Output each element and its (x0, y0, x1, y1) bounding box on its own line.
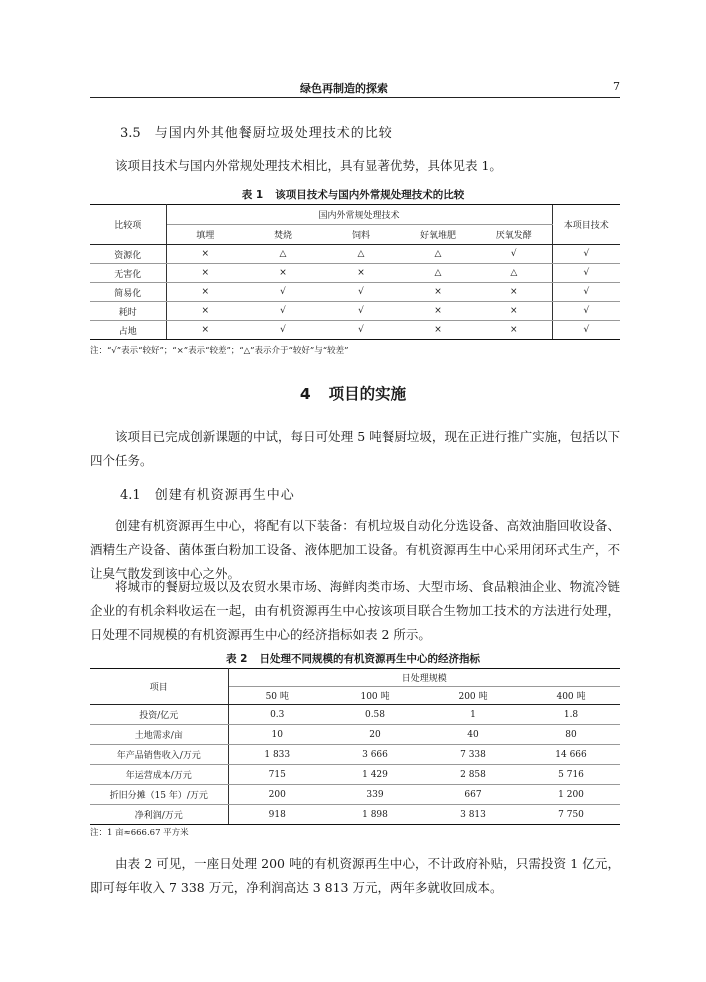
header-rule (90, 97, 620, 98)
section-title: 与国内外其他餐厨垃圾处理技术的比较 (154, 126, 393, 141)
table2-cell: 0.3 (228, 705, 326, 725)
table1-cell: × (166, 283, 244, 302)
table2-cell: 1 898 (326, 805, 424, 825)
table1-row-label: 无害化 (90, 264, 166, 283)
page-number: 7 (613, 80, 620, 93)
table-row (90, 283, 620, 302)
table1-cell: √ (552, 245, 620, 264)
table-row (90, 765, 620, 785)
table-row (90, 805, 620, 825)
table1-cell: × (322, 264, 400, 283)
table2-cell: 918 (228, 805, 326, 825)
table1-method-header: 焚烧 (244, 225, 322, 245)
table-row (90, 745, 620, 765)
table2-row-label: 投资/亿元 (90, 705, 228, 725)
table2-cell: 2 858 (424, 765, 522, 785)
table2-scale-header: 50 吨 (228, 687, 326, 705)
table2-row-label: 年运营成本/万元 (90, 765, 228, 785)
table2-header-group: 日处理规模 (228, 669, 620, 687)
table1-cell: × (244, 264, 322, 283)
table1-method-header: 填埋 (166, 225, 244, 245)
section-number: 4.1 (120, 488, 141, 503)
table-row (90, 785, 620, 805)
table-row (90, 245, 620, 264)
table2-cell: 3 813 (424, 805, 522, 825)
table1-cell: √ (244, 302, 322, 321)
table2-row-label: 折旧分摊（15 年）/万元 (90, 785, 228, 805)
table2-cell: 20 (326, 725, 424, 745)
table2-caption-text: 日处理不同规模的有机资源再生中心的经济指标 (259, 653, 480, 665)
chapter-heading-4 (0, 382, 706, 404)
table2-cell: 1.8 (522, 705, 620, 725)
table2-scale-header: 100 吨 (326, 687, 424, 705)
table2-scale-header: 200 吨 (424, 687, 522, 705)
table2-row-label: 净利润/万元 (90, 805, 228, 825)
table1-cell: × (400, 302, 476, 321)
header-title: 绿色再制造的探索 (300, 82, 388, 95)
table1-caption (0, 187, 706, 202)
table2-scale-header: 400 吨 (522, 687, 620, 705)
table1-cell: √ (552, 283, 620, 302)
table-row (90, 302, 620, 321)
table1-caption-number: 表 1 (241, 189, 264, 201)
table2-cell: 715 (228, 765, 326, 785)
table2-cell: 1 (424, 705, 522, 725)
table2-cell: 10 (228, 725, 326, 745)
table1-cell: √ (322, 283, 400, 302)
table-row (90, 264, 620, 283)
table1-header-group: 国内外常规处理技术 (166, 205, 552, 225)
table2-note: 注：1 亩≈666.67 平方米 (90, 828, 189, 838)
table2-caption (0, 651, 706, 666)
table1-cell: △ (400, 264, 476, 283)
table2-row-label: 年产品销售收入/万元 (90, 745, 228, 765)
table1-method-header: 饲料 (322, 225, 400, 245)
table-row (90, 705, 620, 725)
table1-cell: × (400, 283, 476, 302)
table1-cell: √ (552, 321, 620, 340)
table1-cell: × (476, 302, 552, 321)
chapter-title: 项目的实施 (328, 385, 407, 403)
table2-cell: 339 (326, 785, 424, 805)
table1-cell: × (166, 245, 244, 264)
table1-row-label: 耗时 (90, 302, 166, 321)
table1-cell: √ (552, 302, 620, 321)
table1-row-label: 简易化 (90, 283, 166, 302)
table1-cell: √ (244, 283, 322, 302)
table2-cell: 1 833 (228, 745, 326, 765)
paragraph-conclusion: 由表 2 可见，一座日处理 200 吨的有机资源再生中心，不计政府补贴，只需投资 1 亿元，即可每年收入 7 338 万元，净利润高达 3 813 万元，两年多就收回成本。 (90, 856, 620, 895)
table1-cell: × (166, 264, 244, 283)
table2-row-label: 土地需求/亩 (90, 725, 228, 745)
economics-table (90, 668, 620, 825)
table1-method-header: 厌氧发酵 (476, 225, 552, 245)
table1-cell: √ (322, 321, 400, 340)
table1-note: 注：“√”表示“较好”；“×”表示“较差”；“△”表示介于“较好”与“较差” (90, 346, 349, 356)
comparison-table (90, 204, 620, 340)
table2-cell: 7 338 (424, 745, 522, 765)
table1-cell: √ (322, 302, 400, 321)
table1-header-item: 比较项 (90, 205, 166, 245)
paragraph-equipment: 创建有机资源再生中心，将配有以下装备：有机垃圾自动化分选设备、高效油脂回收设备、酒精生产设备、菌体蛋白粉加工设备、液体肥加工设备。有机资源再生中心采用闭环式生产，不让臭气散发到该中心之外。 (90, 518, 620, 581)
table-row (90, 321, 620, 340)
table1-cell: × (400, 321, 476, 340)
table2-header-item: 项目 (90, 669, 228, 705)
table2-cell: 1 200 (522, 785, 620, 805)
table2-cell: 5 716 (522, 765, 620, 785)
table2-cell: 14 666 (522, 745, 620, 765)
table1-cell: △ (476, 264, 552, 283)
table2-cell: 7 750 (522, 805, 620, 825)
section-heading-4-1 (120, 484, 295, 503)
running-header (90, 78, 620, 96)
table1-method-header: 好氧堆肥 (400, 225, 476, 245)
table1-cell: × (476, 321, 552, 340)
table1-cell: × (166, 302, 244, 321)
section-number: 3.5 (120, 126, 141, 141)
table1-cell: △ (244, 245, 322, 264)
table1-row-label: 占地 (90, 321, 166, 340)
table2-cell: 80 (522, 725, 620, 745)
table1-cell: √ (552, 264, 620, 283)
table1-caption-text: 该项目技术与国内外常规处理技术的比较 (275, 189, 465, 201)
table2-caption-number: 表 2 (226, 653, 248, 665)
paragraph-intro: 该项目技术与国内外常规处理技术相比，具有显著优势，具体见表 1。 (115, 158, 502, 173)
table2-cell: 667 (424, 785, 522, 805)
table1-row-label: 资源化 (90, 245, 166, 264)
table1-cell: × (476, 283, 552, 302)
section-heading-3-5 (120, 122, 393, 141)
paragraph-project-status: 该项目已完成创新课题的中试，每日可处理 5 吨餐厨垃圾，现在正进行推广实施，包括以下四个任务。 (90, 429, 620, 468)
table2-cell: 1 429 (326, 765, 424, 785)
table1-cell: √ (476, 245, 552, 264)
chapter-number: 4 (299, 385, 311, 403)
table-row (90, 725, 620, 745)
section-title: 创建有机资源再生中心 (154, 488, 295, 503)
table1-cell: △ (400, 245, 476, 264)
paragraph-processing: 将城市的餐厨垃圾以及农贸水果市场、海鲜肉类市场、大型市场、食品粮油企业、物流冷链企业的有机余料收运在一起，由有机资源再生中心按该项目联合生物加工技术的方法进行处理，日处理不同规模的有机资源再生中心的经济指标如表 2 所示。 (90, 579, 620, 642)
table2-cell: 3 666 (326, 745, 424, 765)
table2-cell: 0.58 (326, 705, 424, 725)
table2-cell: 200 (228, 785, 326, 805)
table2-cell: 40 (424, 725, 522, 745)
table1-cell: × (166, 321, 244, 340)
table1-header-project: 本项目技术 (552, 205, 620, 245)
table1-cell: √ (244, 321, 322, 340)
table1-cell: △ (322, 245, 400, 264)
